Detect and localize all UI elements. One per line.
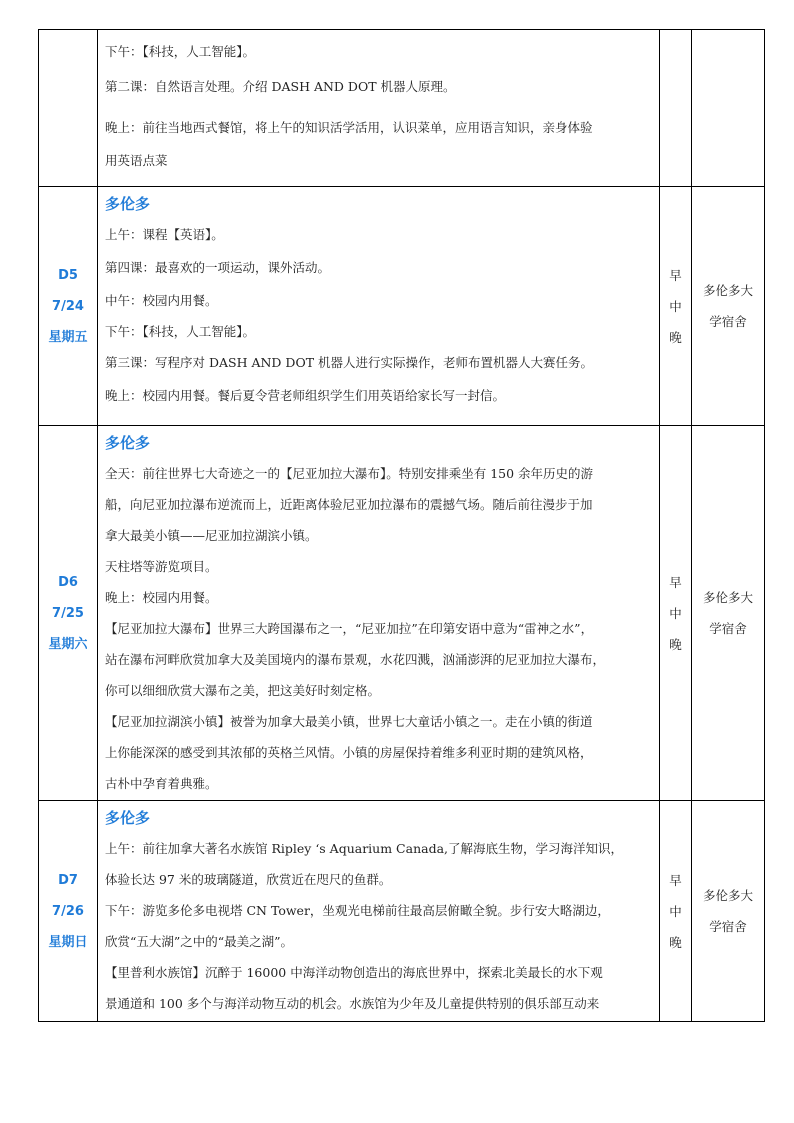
day-cell xyxy=(39,801,98,1022)
activity-line: 【尼亚加拉大瀑布】世界三大跨国瀑布之一，“尼亚加拉”在印第安语中意为“雷神之水”， xyxy=(105,621,594,636)
activity-line: 站在瀑布河畔欣赏加拿大及美国境内的瀑布景观，水花四溅，汹涌澎湃的尼亚加拉大瀑布， xyxy=(105,652,606,667)
day-cell xyxy=(39,30,98,187)
activity-line: 你可以细细欣赏大瀑布之美，把这美好时刻定格。 xyxy=(105,683,381,698)
activity-line: 古朴中孕育着典雅。 xyxy=(105,776,218,791)
day-date: 7/24 xyxy=(52,298,84,314)
day-date: 7/25 xyxy=(52,605,84,621)
hotel-line: 多伦多大 xyxy=(702,283,753,298)
meals-cell xyxy=(660,187,692,426)
hotel-line: 学宿舍 xyxy=(709,621,747,636)
itinerary-row-continued xyxy=(39,30,765,187)
itinerary-table xyxy=(38,29,765,1022)
hotel-cell xyxy=(692,801,765,1022)
activity-line: 上你能深深的感受到其浓郁的英格兰风情。小镇的房屋保持着维多利亚时期的建筑风格， xyxy=(105,745,593,760)
day-date: 7/26 xyxy=(52,903,84,919)
meal-dinner: 晚 xyxy=(669,934,682,950)
activity-line: 上午：课程【英语】。 xyxy=(105,227,224,242)
activity-line: 景通道和 100 多个与海洋动物互动的机会。水族馆为少年及儿童提供特别的俱乐部互动来 xyxy=(105,996,600,1011)
activity-line: 【里普利水族馆】沉醉于 16000 中海洋动物创造出的海底世界中，探索北美最长的水下观 xyxy=(105,965,603,980)
activity-line: 晚上：校园内用餐。餐后夏令营老师组织学生们用英语给家长写一封信。 xyxy=(105,388,506,403)
day-number: D6 xyxy=(58,574,78,590)
city-title: 多伦多 xyxy=(105,195,151,213)
itinerary-row-d6 xyxy=(39,426,765,801)
day-weekday: 星期五 xyxy=(48,329,88,345)
hotel-line: 多伦多大 xyxy=(702,590,753,605)
activities-cell xyxy=(98,30,660,187)
hotel-cell xyxy=(692,426,765,801)
activity-line: 天柱塔等游览项目。 xyxy=(105,559,218,574)
meals-cell xyxy=(660,30,692,187)
activity-line: 晚上：前往当地西式餐馆，将上午的知识活学活用，认识菜单，应用语言知识，亲身体验 xyxy=(105,120,593,135)
activity-line: 下午：游览多伦多电视塔 CN Tower，坐观光电梯前往最高层俯瞰全貌。步行安大略湖边， xyxy=(105,903,610,918)
hotel-line: 学宿舍 xyxy=(709,919,747,934)
itinerary-row-d7 xyxy=(39,801,765,1022)
activity-line: 中午：校园内用餐。 xyxy=(105,293,218,308)
meal-breakfast: 早 xyxy=(669,267,682,283)
meal-lunch: 中 xyxy=(669,605,682,621)
activity-line: 拿大最美小镇——尼亚加拉湖滨小镇。 xyxy=(105,528,318,543)
activity-line: 体验长达 97 米的玻璃隧道，欣赏近在咫尺的鱼群。 xyxy=(105,872,392,887)
activity-line: 第三课：写程序对 DASH AND DOT 机器人进行实际操作，老师布置机器人大赛任务。 xyxy=(105,355,594,370)
day-number: D7 xyxy=(58,872,78,888)
activity-line: 第二课：自然语言处理。介绍 DASH AND DOT 机器人原理。 xyxy=(105,79,456,94)
activity-line: 第四课：最喜欢的一项运动，课外活动。 xyxy=(105,260,331,275)
itinerary-row-d5 xyxy=(39,187,765,426)
meal-lunch: 中 xyxy=(669,298,682,314)
day-weekday: 星期日 xyxy=(48,934,88,950)
activity-line: 船，向尼亚加拉瀑布逆流而上，近距离体验尼亚加拉瀑布的震撼气场。随后前往漫步于加 xyxy=(105,497,593,512)
day-weekday: 星期六 xyxy=(48,636,88,652)
city-title: 多伦多 xyxy=(105,434,151,452)
day-cell xyxy=(39,187,98,426)
activities-cell xyxy=(98,801,660,1022)
activities-cell xyxy=(98,187,660,426)
activity-line: 用英语点菜 xyxy=(105,153,168,168)
activity-line: 下午：【科技，人工智能】。 xyxy=(105,44,256,59)
activity-line: 晚上：校园内用餐。 xyxy=(105,590,218,605)
city-title: 多伦多 xyxy=(105,809,151,827)
meal-dinner: 晚 xyxy=(669,636,682,652)
hotel-line: 学宿舍 xyxy=(709,314,747,329)
day-number: D5 xyxy=(58,267,78,283)
hotel-cell xyxy=(692,30,765,187)
hotel-line: 多伦多大 xyxy=(702,888,753,903)
meals-cell xyxy=(660,801,692,1022)
activity-line: 欣赏“五大湖”之中的“最美之湖”。 xyxy=(105,934,294,949)
meal-lunch: 中 xyxy=(669,903,682,919)
meals-cell xyxy=(660,426,692,801)
day-cell xyxy=(39,426,98,801)
activities-cell xyxy=(98,426,660,801)
activity-line: 上午：前往加拿大著名水族馆 Ripley ‘s Aquarium Canada,了解海底生物，学习海洋知识， xyxy=(105,841,624,856)
activity-line: 【尼亚加拉湖滨小镇】被誉为加拿大最美小镇，世界七大童话小镇之一。走在小镇的街道 xyxy=(105,714,593,729)
meal-breakfast: 早 xyxy=(669,872,682,888)
activity-line: 全天：前往世界七大奇迹之一的【尼亚加拉大瀑布】。特别安排乘坐有 150 余年历史的游 xyxy=(105,466,594,481)
meal-breakfast: 早 xyxy=(669,574,682,590)
meal-dinner: 晚 xyxy=(669,329,682,345)
hotel-cell xyxy=(692,187,765,426)
activity-line: 下午：【科技，人工智能】。 xyxy=(105,324,256,339)
